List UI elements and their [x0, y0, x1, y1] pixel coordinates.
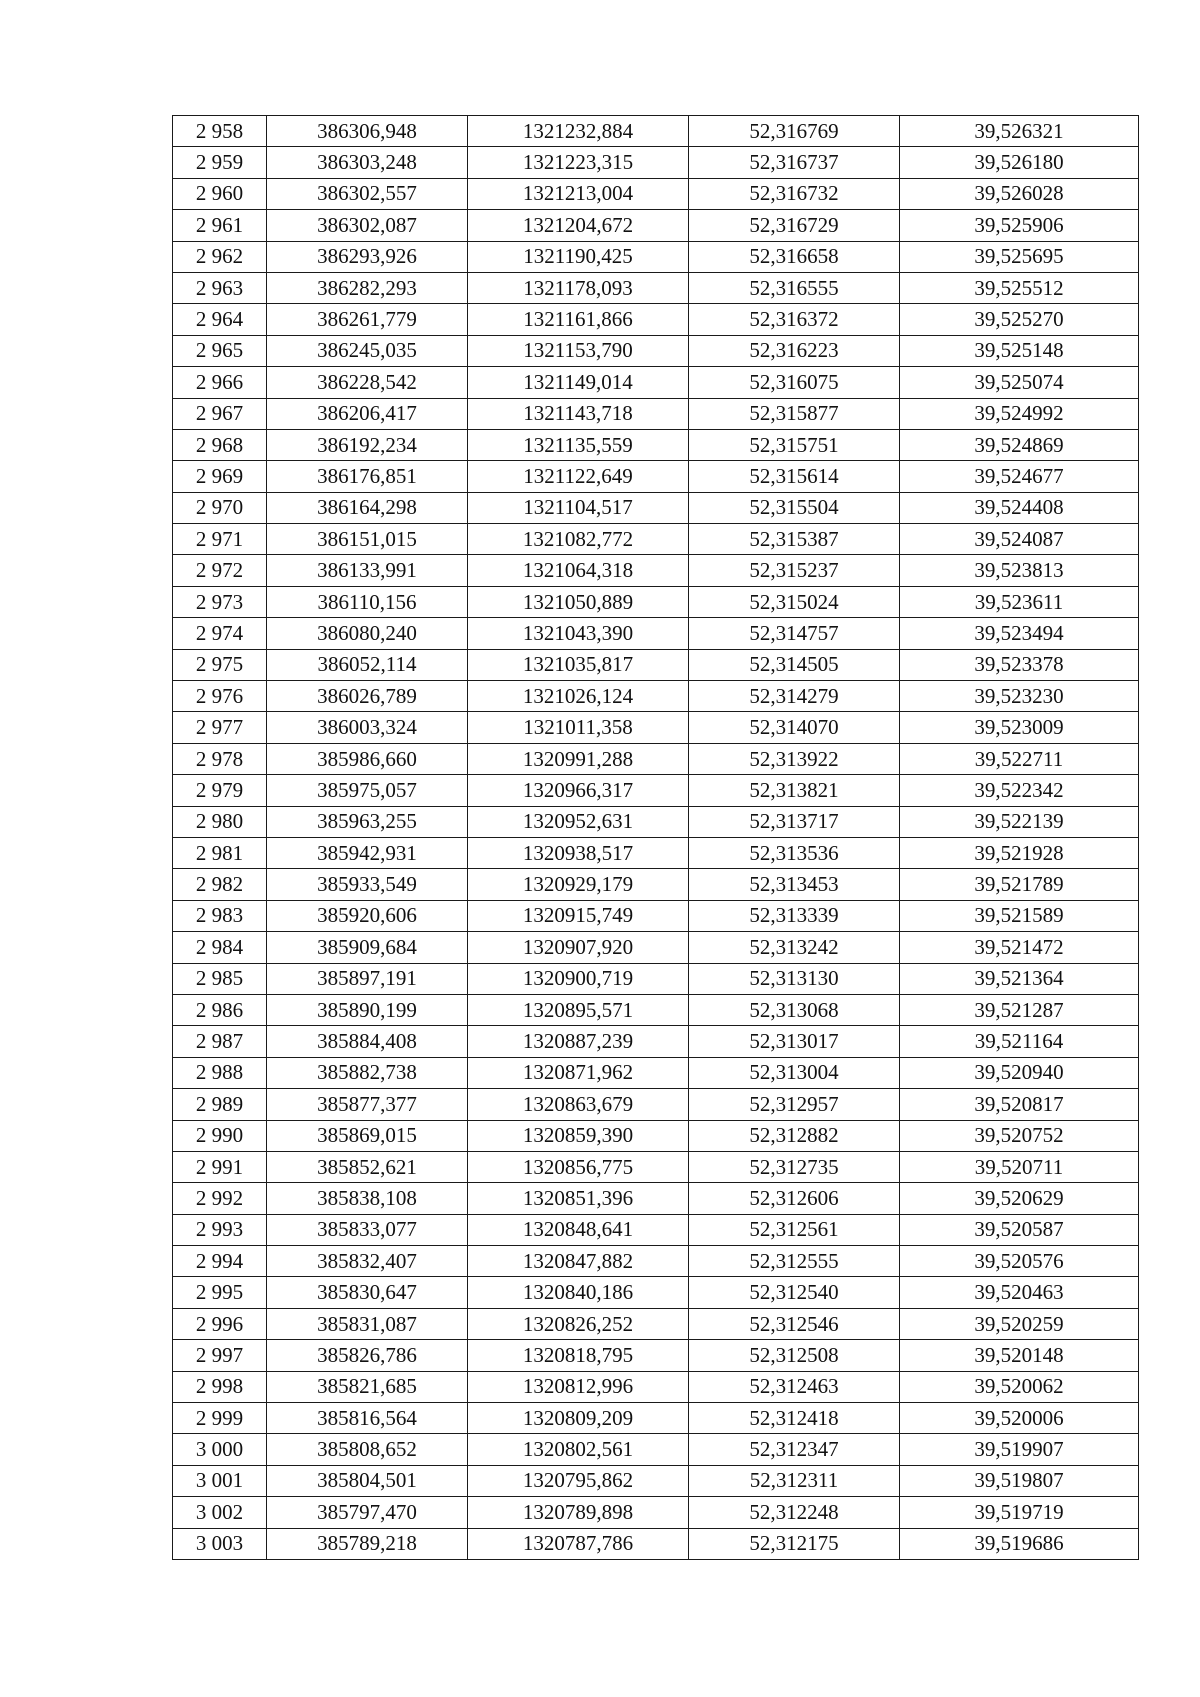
latitude-cell: 52,313242	[689, 932, 900, 963]
table-row	[173, 649, 1139, 680]
coord-y-cell: 1321149,014	[468, 367, 689, 398]
table-row	[173, 335, 1139, 366]
point-number-cell: 2 997	[173, 1340, 267, 1371]
latitude-cell: 52,312463	[689, 1371, 900, 1402]
latitude-cell: 52,313068	[689, 994, 900, 1025]
longitude-cell: 39,520817	[900, 1089, 1139, 1120]
latitude-cell: 52,312546	[689, 1308, 900, 1339]
table-row	[173, 1057, 1139, 1088]
point-number-cell: 2 996	[173, 1308, 267, 1339]
table-row	[173, 524, 1139, 555]
coord-x-cell: 385975,057	[267, 775, 468, 806]
point-number-cell: 2 981	[173, 837, 267, 868]
latitude-cell: 52,316732	[689, 178, 900, 209]
longitude-cell: 39,521287	[900, 994, 1139, 1025]
table-row	[173, 492, 1139, 523]
table-row	[173, 1246, 1139, 1277]
longitude-cell: 39,520940	[900, 1057, 1139, 1088]
coord-x-cell: 385826,786	[267, 1340, 468, 1371]
latitude-cell: 52,316372	[689, 304, 900, 335]
coordinates-table	[172, 115, 1139, 1560]
latitude-cell: 52,313004	[689, 1057, 900, 1088]
coord-y-cell: 1320859,390	[468, 1120, 689, 1151]
longitude-cell: 39,524408	[900, 492, 1139, 523]
table-row	[173, 1089, 1139, 1120]
table-row	[173, 806, 1139, 837]
longitude-cell: 39,521164	[900, 1026, 1139, 1057]
table-row	[173, 1371, 1139, 1402]
table-row	[173, 1308, 1139, 1339]
coord-y-cell: 1321104,517	[468, 492, 689, 523]
point-number-cell: 2 971	[173, 524, 267, 555]
point-number-cell: 2 961	[173, 210, 267, 241]
coord-y-cell: 1320915,749	[468, 900, 689, 931]
coord-y-cell: 1320966,317	[468, 775, 689, 806]
coord-y-cell: 1320871,962	[468, 1057, 689, 1088]
coord-y-cell: 1320856,775	[468, 1151, 689, 1182]
coord-x-cell: 386306,948	[267, 116, 468, 147]
latitude-cell: 52,312508	[689, 1340, 900, 1371]
latitude-cell: 52,313922	[689, 743, 900, 774]
longitude-cell: 39,520259	[900, 1308, 1139, 1339]
coord-x-cell: 385808,652	[267, 1434, 468, 1465]
coord-y-cell: 1320938,517	[468, 837, 689, 868]
coord-y-cell: 1320863,679	[468, 1089, 689, 1120]
coord-x-cell: 386052,114	[267, 649, 468, 680]
table-row	[173, 743, 1139, 774]
point-number-cell: 2 958	[173, 116, 267, 147]
longitude-cell: 39,526321	[900, 116, 1139, 147]
coord-x-cell: 385838,108	[267, 1183, 468, 1214]
point-number-cell: 2 999	[173, 1403, 267, 1434]
coord-x-cell: 386133,991	[267, 555, 468, 586]
point-number-cell: 2 975	[173, 649, 267, 680]
coord-y-cell: 1321050,889	[468, 586, 689, 617]
coord-x-cell: 386192,234	[267, 429, 468, 460]
coord-x-cell: 386151,015	[267, 524, 468, 555]
longitude-cell: 39,524869	[900, 429, 1139, 460]
table-row	[173, 461, 1139, 492]
point-number-cell: 2 972	[173, 555, 267, 586]
latitude-cell: 52,313717	[689, 806, 900, 837]
coord-y-cell: 1321011,358	[468, 712, 689, 743]
coord-x-cell: 386176,851	[267, 461, 468, 492]
point-number-cell: 2 974	[173, 618, 267, 649]
longitude-cell: 39,524992	[900, 398, 1139, 429]
point-number-cell: 2 984	[173, 932, 267, 963]
table-row	[173, 837, 1139, 868]
coord-x-cell: 385986,660	[267, 743, 468, 774]
longitude-cell: 39,520463	[900, 1277, 1139, 1308]
latitude-cell: 52,315237	[689, 555, 900, 586]
table-row	[173, 116, 1139, 147]
point-number-cell: 2 963	[173, 272, 267, 303]
longitude-cell: 39,526180	[900, 147, 1139, 178]
point-number-cell: 2 992	[173, 1183, 267, 1214]
table-row	[173, 869, 1139, 900]
table-row	[173, 1214, 1139, 1245]
latitude-cell: 52,314757	[689, 618, 900, 649]
coord-y-cell: 1320809,209	[468, 1403, 689, 1434]
table-row	[173, 586, 1139, 617]
coord-y-cell: 1320907,920	[468, 932, 689, 963]
coord-y-cell: 1320812,996	[468, 1371, 689, 1402]
point-number-cell: 2 970	[173, 492, 267, 523]
point-number-cell: 2 976	[173, 681, 267, 712]
table-row	[173, 618, 1139, 649]
longitude-cell: 39,523378	[900, 649, 1139, 680]
coord-x-cell: 386228,542	[267, 367, 468, 398]
point-number-cell: 2 991	[173, 1151, 267, 1182]
table-row	[173, 1497, 1139, 1528]
coord-y-cell: 1320887,239	[468, 1026, 689, 1057]
longitude-cell: 39,519907	[900, 1434, 1139, 1465]
point-number-cell: 2 989	[173, 1089, 267, 1120]
latitude-cell: 52,315751	[689, 429, 900, 460]
table-row	[173, 1340, 1139, 1371]
coord-y-cell: 1320952,631	[468, 806, 689, 837]
table-row	[173, 1026, 1139, 1057]
coord-x-cell: 386261,779	[267, 304, 468, 335]
coord-x-cell: 385920,606	[267, 900, 468, 931]
coord-x-cell: 385821,685	[267, 1371, 468, 1402]
coord-y-cell: 1321223,315	[468, 147, 689, 178]
coord-y-cell: 1321135,559	[468, 429, 689, 460]
coord-x-cell: 386293,926	[267, 241, 468, 272]
coord-y-cell: 1321064,318	[468, 555, 689, 586]
coord-x-cell: 385789,218	[267, 1528, 468, 1559]
latitude-cell: 52,312606	[689, 1183, 900, 1214]
latitude-cell: 52,312957	[689, 1089, 900, 1120]
point-number-cell: 2 985	[173, 963, 267, 994]
coord-y-cell: 1321153,790	[468, 335, 689, 366]
latitude-cell: 52,314505	[689, 649, 900, 680]
longitude-cell: 39,523813	[900, 555, 1139, 586]
longitude-cell: 39,520006	[900, 1403, 1139, 1434]
coord-x-cell: 385909,684	[267, 932, 468, 963]
longitude-cell: 39,524677	[900, 461, 1139, 492]
latitude-cell: 52,312561	[689, 1214, 900, 1245]
longitude-cell: 39,526028	[900, 178, 1139, 209]
coord-x-cell: 385831,087	[267, 1308, 468, 1339]
coord-y-cell: 1321232,884	[468, 116, 689, 147]
point-number-cell: 2 968	[173, 429, 267, 460]
longitude-cell: 39,520148	[900, 1340, 1139, 1371]
table-row	[173, 147, 1139, 178]
longitude-cell: 39,522711	[900, 743, 1139, 774]
latitude-cell: 52,313130	[689, 963, 900, 994]
coord-x-cell: 385852,621	[267, 1151, 468, 1182]
coord-y-cell: 1321213,004	[468, 178, 689, 209]
coord-y-cell: 1320787,786	[468, 1528, 689, 1559]
point-number-cell: 2 962	[173, 241, 267, 272]
longitude-cell: 39,521789	[900, 869, 1139, 900]
point-number-cell: 2 986	[173, 994, 267, 1025]
point-number-cell: 2 987	[173, 1026, 267, 1057]
table-row	[173, 681, 1139, 712]
coord-y-cell: 1321035,817	[468, 649, 689, 680]
coord-x-cell: 385963,255	[267, 806, 468, 837]
longitude-cell: 39,521364	[900, 963, 1139, 994]
coord-y-cell: 1320900,719	[468, 963, 689, 994]
table-row	[173, 367, 1139, 398]
table-row	[173, 900, 1139, 931]
latitude-cell: 52,313339	[689, 900, 900, 931]
coord-x-cell: 385832,407	[267, 1246, 468, 1277]
coord-x-cell: 385933,549	[267, 869, 468, 900]
point-number-cell: 2 964	[173, 304, 267, 335]
point-number-cell: 2 973	[173, 586, 267, 617]
coord-x-cell: 386110,156	[267, 586, 468, 617]
longitude-cell: 39,519719	[900, 1497, 1139, 1528]
coord-x-cell: 385942,931	[267, 837, 468, 868]
coord-y-cell: 1321122,649	[468, 461, 689, 492]
coord-x-cell: 385816,564	[267, 1403, 468, 1434]
table-row	[173, 1277, 1139, 1308]
point-number-cell: 2 998	[173, 1371, 267, 1402]
coord-y-cell: 1320826,252	[468, 1308, 689, 1339]
latitude-cell: 52,316223	[689, 335, 900, 366]
table-row	[173, 1183, 1139, 1214]
coord-x-cell: 385869,015	[267, 1120, 468, 1151]
coord-x-cell: 385804,501	[267, 1465, 468, 1496]
table-row	[173, 932, 1139, 963]
latitude-cell: 52,315877	[689, 398, 900, 429]
longitude-cell: 39,519807	[900, 1465, 1139, 1496]
latitude-cell: 52,312248	[689, 1497, 900, 1528]
table-row	[173, 398, 1139, 429]
point-number-cell: 2 966	[173, 367, 267, 398]
longitude-cell: 39,525148	[900, 335, 1139, 366]
latitude-cell: 52,313536	[689, 837, 900, 868]
coord-y-cell: 1321143,718	[468, 398, 689, 429]
latitude-cell: 52,312555	[689, 1246, 900, 1277]
longitude-cell: 39,521928	[900, 837, 1139, 868]
point-number-cell: 2 959	[173, 147, 267, 178]
point-number-cell: 2 977	[173, 712, 267, 743]
longitude-cell: 39,519686	[900, 1528, 1139, 1559]
latitude-cell: 52,313821	[689, 775, 900, 806]
longitude-cell: 39,520629	[900, 1183, 1139, 1214]
coord-x-cell: 386080,240	[267, 618, 468, 649]
latitude-cell: 52,316075	[689, 367, 900, 398]
longitude-cell: 39,521472	[900, 932, 1139, 963]
table-row	[173, 241, 1139, 272]
coord-y-cell: 1320840,186	[468, 1277, 689, 1308]
table-row	[173, 1403, 1139, 1434]
latitude-cell: 52,312540	[689, 1277, 900, 1308]
table-row	[173, 304, 1139, 335]
coord-y-cell: 1321043,390	[468, 618, 689, 649]
table-row	[173, 775, 1139, 806]
point-number-cell: 2 995	[173, 1277, 267, 1308]
longitude-cell: 39,520711	[900, 1151, 1139, 1182]
longitude-cell: 39,520587	[900, 1214, 1139, 1245]
point-number-cell: 2 994	[173, 1246, 267, 1277]
coord-y-cell: 1320848,641	[468, 1214, 689, 1245]
point-number-cell: 2 990	[173, 1120, 267, 1151]
latitude-cell: 52,316769	[689, 116, 900, 147]
table-row	[173, 712, 1139, 743]
coord-y-cell: 1320789,898	[468, 1497, 689, 1528]
point-number-cell: 3 003	[173, 1528, 267, 1559]
coord-y-cell: 1321204,672	[468, 210, 689, 241]
longitude-cell: 39,521589	[900, 900, 1139, 931]
table-row	[173, 1434, 1139, 1465]
latitude-cell: 52,312882	[689, 1120, 900, 1151]
longitude-cell: 39,520062	[900, 1371, 1139, 1402]
coord-x-cell: 385884,408	[267, 1026, 468, 1057]
table-row	[173, 555, 1139, 586]
coord-x-cell: 386303,248	[267, 147, 468, 178]
coord-y-cell: 1320851,396	[468, 1183, 689, 1214]
coord-y-cell: 1320795,862	[468, 1465, 689, 1496]
coord-x-cell: 386206,417	[267, 398, 468, 429]
latitude-cell: 52,312347	[689, 1434, 900, 1465]
longitude-cell: 39,525270	[900, 304, 1139, 335]
longitude-cell: 39,520752	[900, 1120, 1139, 1151]
latitude-cell: 52,316555	[689, 272, 900, 303]
longitude-cell: 39,522342	[900, 775, 1139, 806]
longitude-cell: 39,525074	[900, 367, 1139, 398]
table-row	[173, 963, 1139, 994]
point-number-cell: 2 960	[173, 178, 267, 209]
coord-y-cell: 1321190,425	[468, 241, 689, 272]
coord-x-cell: 386302,087	[267, 210, 468, 241]
point-number-cell: 2 983	[173, 900, 267, 931]
table-row	[173, 429, 1139, 460]
latitude-cell: 52,312311	[689, 1465, 900, 1496]
table-row	[173, 1528, 1139, 1559]
coord-y-cell: 1320929,179	[468, 869, 689, 900]
point-number-cell: 2 988	[173, 1057, 267, 1088]
point-number-cell: 2 967	[173, 398, 267, 429]
longitude-cell: 39,525906	[900, 210, 1139, 241]
latitude-cell: 52,315024	[689, 586, 900, 617]
coord-x-cell: 385897,191	[267, 963, 468, 994]
longitude-cell: 39,523009	[900, 712, 1139, 743]
latitude-cell: 52,315387	[689, 524, 900, 555]
latitude-cell: 52,315614	[689, 461, 900, 492]
longitude-cell: 39,525512	[900, 272, 1139, 303]
point-number-cell: 2 982	[173, 869, 267, 900]
longitude-cell: 39,520576	[900, 1246, 1139, 1277]
coordinates-table-body	[173, 116, 1139, 1560]
latitude-cell: 52,316737	[689, 147, 900, 178]
coord-y-cell: 1320895,571	[468, 994, 689, 1025]
latitude-cell: 52,313453	[689, 869, 900, 900]
coord-x-cell: 385830,647	[267, 1277, 468, 1308]
table-row	[173, 994, 1139, 1025]
table-row	[173, 1465, 1139, 1496]
coord-y-cell: 1320818,795	[468, 1340, 689, 1371]
longitude-cell: 39,522139	[900, 806, 1139, 837]
point-number-cell: 2 969	[173, 461, 267, 492]
coord-x-cell: 386026,789	[267, 681, 468, 712]
coord-x-cell: 385797,470	[267, 1497, 468, 1528]
longitude-cell: 39,523494	[900, 618, 1139, 649]
point-number-cell: 2 965	[173, 335, 267, 366]
latitude-cell: 52,313017	[689, 1026, 900, 1057]
coord-x-cell: 385833,077	[267, 1214, 468, 1245]
coord-x-cell: 385890,199	[267, 994, 468, 1025]
table-row	[173, 272, 1139, 303]
latitude-cell: 52,314279	[689, 681, 900, 712]
point-number-cell: 2 978	[173, 743, 267, 774]
latitude-cell: 52,312175	[689, 1528, 900, 1559]
point-number-cell: 2 980	[173, 806, 267, 837]
coord-x-cell: 385882,738	[267, 1057, 468, 1088]
coord-y-cell: 1320802,561	[468, 1434, 689, 1465]
point-number-cell: 2 993	[173, 1214, 267, 1245]
table-row	[173, 178, 1139, 209]
latitude-cell: 52,315504	[689, 492, 900, 523]
coord-y-cell: 1320991,288	[468, 743, 689, 774]
coord-x-cell: 386245,035	[267, 335, 468, 366]
coord-x-cell: 386282,293	[267, 272, 468, 303]
point-number-cell: 3 002	[173, 1497, 267, 1528]
longitude-cell: 39,525695	[900, 241, 1139, 272]
coord-y-cell: 1321178,093	[468, 272, 689, 303]
table-row	[173, 210, 1139, 241]
latitude-cell: 52,316658	[689, 241, 900, 272]
coord-x-cell: 385877,377	[267, 1089, 468, 1120]
coord-y-cell: 1321082,772	[468, 524, 689, 555]
latitude-cell: 52,312418	[689, 1403, 900, 1434]
point-number-cell: 2 979	[173, 775, 267, 806]
latitude-cell: 52,314070	[689, 712, 900, 743]
latitude-cell: 52,316729	[689, 210, 900, 241]
point-number-cell: 3 001	[173, 1465, 267, 1496]
coord-y-cell: 1320847,882	[468, 1246, 689, 1277]
coord-y-cell: 1321026,124	[468, 681, 689, 712]
coord-x-cell: 386302,557	[267, 178, 468, 209]
longitude-cell: 39,523611	[900, 586, 1139, 617]
point-number-cell: 3 000	[173, 1434, 267, 1465]
table-row	[173, 1120, 1139, 1151]
latitude-cell: 52,312735	[689, 1151, 900, 1182]
coord-y-cell: 1321161,866	[468, 304, 689, 335]
coord-x-cell: 386003,324	[267, 712, 468, 743]
table-row	[173, 1151, 1139, 1182]
coord-x-cell: 386164,298	[267, 492, 468, 523]
longitude-cell: 39,524087	[900, 524, 1139, 555]
longitude-cell: 39,523230	[900, 681, 1139, 712]
